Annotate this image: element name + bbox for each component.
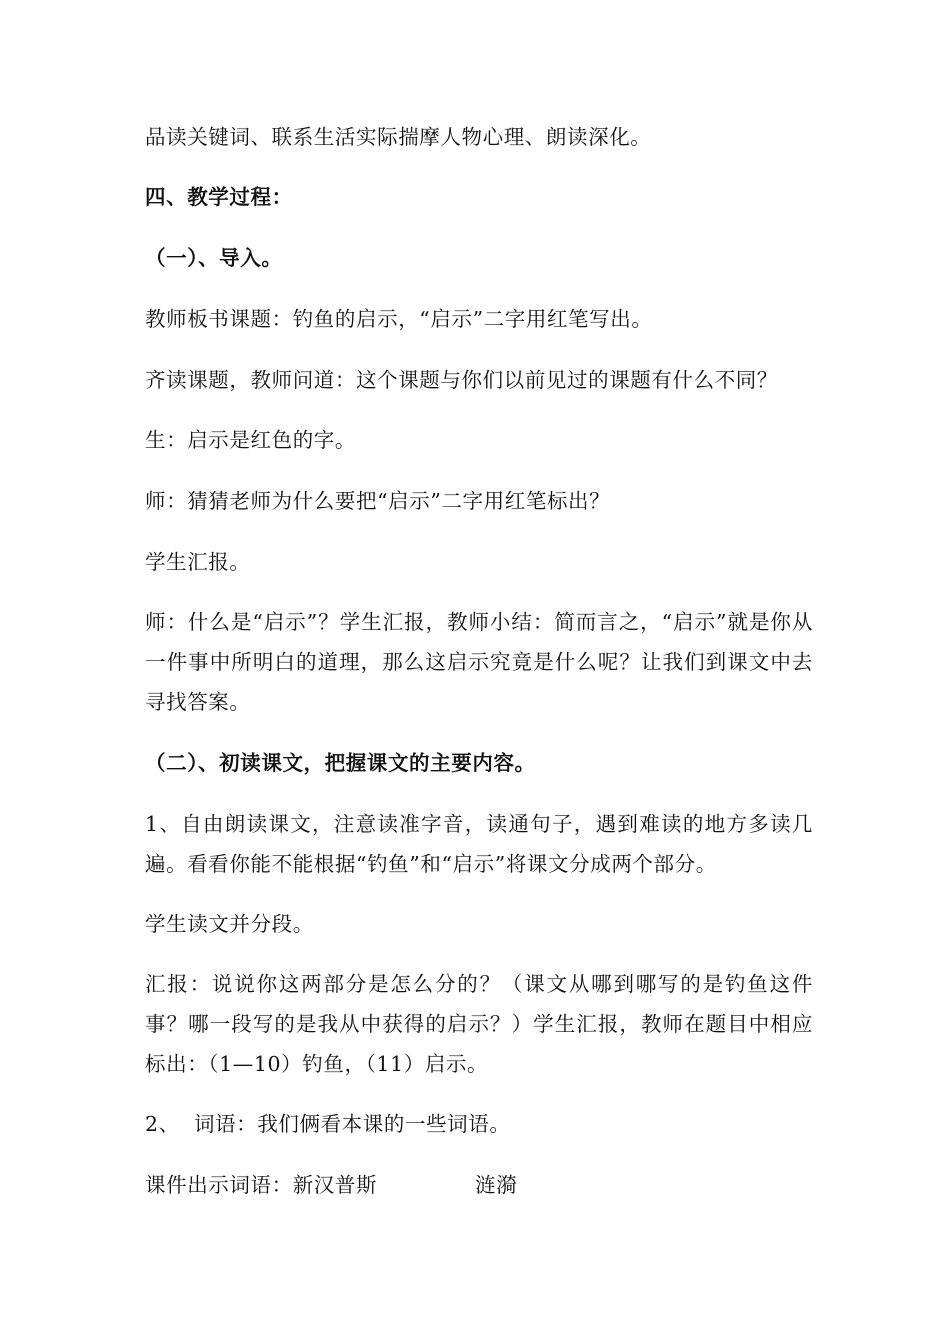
paragraph-courseware-words: [145, 1165, 815, 1205]
heading-teaching-process: 四、教学过程：: [145, 185, 293, 209]
paragraph-what-is-enlightenment: 师：什么是“启示”？学生汇报，教师小结：简而言之，“启示”就是你从一件事中所明白的道理，那么这启示究竟是什么呢？让我们到课文中去寻找答案。: [145, 610, 813, 714]
paragraph-segmenting: 学生读文并分段。: [145, 912, 314, 936]
paragraph-vocabulary: 2、 词语：我们俩看本课的一些词语。: [145, 1112, 511, 1136]
paragraph-blackboard-title: 教师板书课题：钓鱼的启示，“启示”二字用红笔写出。: [145, 307, 653, 331]
word-ripple: 涟漪: [475, 1173, 518, 1197]
paragraph-teacher-question: 师：猜猜老师为什么要把“启示”二字用红笔标出？: [145, 489, 611, 513]
heading-first-reading: （二）、初读课文，把握课文的主要内容。: [145, 751, 536, 775]
heading-introduction: （一）、导入。: [145, 246, 283, 270]
paragraph-student-answer: 生：启示是红色的字。: [145, 428, 356, 452]
paragraph-methods: 品读关键词、联系生活实际揣摩人物心理、朗读深化。: [145, 125, 652, 149]
courseware-words-label: 课件出示词语：新汉普斯: [145, 1173, 378, 1197]
paragraph-read-title: 齐读课题，教师问道：这个课题与你们以前见过的课题有什么不同？: [145, 368, 778, 392]
paragraph-report-division: 汇报：说说你这两部分是怎么分的？（课文从哪到哪写的是钓鱼这件事？哪一段写的是我从中获得的启示？）学生汇报，教师在题目中相应标出：（1—10）钓鱼，（11）启示。: [145, 972, 813, 1076]
paragraph-student-report: 学生汇报。: [145, 550, 251, 574]
paragraph-free-reading: 1、自由朗读课文，注意读准字音，读通句子，遇到难读的地方多读几遍。看看你能不能根据“钓鱼”和“启示”将课文分成两个部分。: [145, 812, 813, 876]
